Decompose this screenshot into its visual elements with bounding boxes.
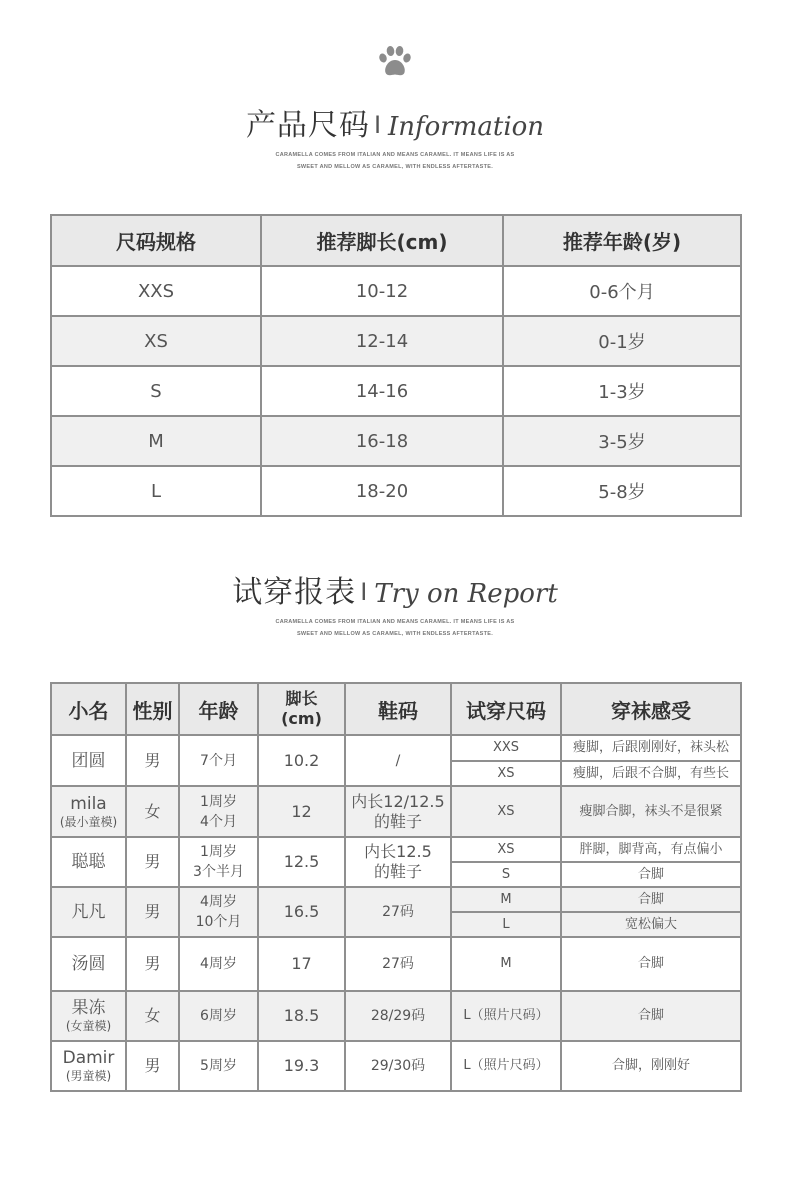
header-try-size: 试穿尺码 — [451, 683, 561, 735]
name-cell — [51, 786, 126, 837]
size-table — [50, 214, 742, 517]
shoe-line-2: 的鞋子 — [373, 862, 422, 881]
header-name: 小名 — [51, 683, 126, 735]
name-cell — [51, 887, 126, 937]
child-name: 团圆 — [71, 750, 106, 771]
age-cell — [179, 786, 258, 837]
title-separator: I — [360, 578, 369, 606]
foot-length-cell: 12 — [258, 786, 345, 837]
header-sex: 性别 — [126, 683, 179, 735]
try-size-cell: L — [451, 912, 561, 937]
age-cell: 5周岁 — [179, 1041, 258, 1091]
foot-length-cell: 19.3 — [258, 1041, 345, 1091]
sex-cell: 男 — [126, 735, 179, 786]
try-size-cell: XS — [451, 761, 561, 786]
shoe-size-cell — [345, 837, 451, 887]
header-foot-length-unit: (cm) — [281, 709, 322, 728]
shoe-size-cell: 27码 — [345, 937, 451, 991]
name-cell — [51, 1041, 126, 1091]
table-row — [51, 991, 741, 1041]
size-table-header — [51, 215, 741, 266]
foot-length-cell: 10-12 — [261, 266, 503, 316]
paw-icon — [377, 44, 413, 80]
feedback-cell: 胖脚，脚背高，有点偏小 — [561, 837, 741, 862]
subtitle-line-2: SWEET AND MELLOW AS CARAMEL, WITH ENDLESS AFTERTASTE. — [296, 164, 494, 170]
shoe-line-1: 内长12.5 — [364, 842, 432, 861]
feedback-cell: 瘦脚，后跟不合脚，有些长 — [561, 761, 741, 786]
feedback-cell: 合脚 — [561, 887, 741, 912]
age-line-1: 1周岁 — [200, 793, 237, 810]
age-line-1: 1周岁 — [200, 844, 237, 860]
foot-length-cell: 17 — [258, 937, 345, 991]
title-en: Try on Report — [374, 579, 558, 609]
section-title-information — [0, 100, 790, 144]
age-cell: 1-3岁 — [503, 366, 741, 416]
child-name-note: (最小童模) — [59, 814, 118, 829]
try-size-cell: M — [451, 887, 561, 912]
age-cell — [179, 887, 258, 937]
header-size: 尺码规格 — [51, 215, 261, 266]
table-row — [51, 366, 741, 416]
header-foot-length: 推荐脚长(cm) — [261, 215, 503, 266]
age-line-2: 10个月 — [195, 914, 242, 930]
try-size-cell: XXS — [451, 735, 561, 761]
foot-length-cell: 18.5 — [258, 991, 345, 1041]
feedback-cell: 瘦脚合脚，袜头不是很紧 — [561, 786, 741, 837]
feedback-cell: 合脚 — [561, 937, 741, 991]
age-cell: 4周岁 — [179, 937, 258, 991]
foot-length-cell: 16-18 — [261, 416, 503, 466]
age-cell: 5-8岁 — [503, 466, 741, 516]
age-cell: 0-1岁 — [503, 316, 741, 366]
child-name-note: (男童模) — [65, 1069, 112, 1083]
title-en: Information — [388, 112, 545, 142]
size-cell: XS — [51, 316, 261, 366]
title-separator: I — [373, 111, 383, 139]
header-shoe-size: 鞋码 — [345, 683, 451, 735]
foot-length-cell: 12-14 — [261, 316, 503, 366]
age-cell — [179, 837, 258, 887]
subtitle-line-1: CARAMELLA COMES FROM ITALIAN AND MEANS CARAMEL. IT MEANS LIFE IS AS — [275, 619, 515, 625]
shoe-line-1: 内长12/12.5 — [351, 791, 445, 811]
table-row — [51, 937, 741, 991]
sex-cell: 男 — [126, 1041, 179, 1091]
shoe-size-cell: 27码 — [345, 887, 451, 937]
age-cell: 0-6个月 — [503, 266, 741, 316]
feedback-cell: 合脚 — [561, 991, 741, 1041]
shoe-size-cell — [345, 786, 451, 837]
section-title-try-on-report — [0, 567, 790, 611]
foot-length-cell: 12.5 — [258, 837, 345, 887]
name-cell — [51, 837, 126, 887]
name-cell — [51, 991, 126, 1041]
try-size-cell: M — [451, 937, 561, 991]
age-line-2: 3个半月 — [193, 864, 244, 880]
title-cn: 试穿报表 — [232, 575, 357, 610]
table-row — [51, 837, 741, 862]
header-foot-length-label: 脚长 — [285, 689, 318, 708]
age-cell: 3-5岁 — [503, 416, 741, 466]
shoe-line-2: 的鞋子 — [373, 811, 422, 831]
sex-cell: 女 — [126, 786, 179, 837]
report-table-header — [51, 683, 741, 735]
shoe-size-cell: 29/30码 — [345, 1041, 451, 1091]
foot-length-cell: 16.5 — [258, 887, 345, 937]
foot-length-cell: 10.2 — [258, 735, 345, 786]
table-row — [51, 266, 741, 316]
sex-cell: 男 — [126, 837, 179, 887]
table-row — [51, 786, 741, 837]
try-size-cell: L（照片尺码） — [451, 1041, 561, 1091]
size-cell: M — [51, 416, 261, 466]
child-name: 凡凡 — [71, 902, 106, 922]
title-cn: 产品尺码 — [245, 108, 370, 143]
header-age: 推荐年龄(岁) — [503, 215, 741, 266]
foot-length-cell: 14-16 — [261, 366, 503, 416]
child-name: Damir — [62, 1048, 115, 1068]
sex-cell: 男 — [126, 937, 179, 991]
child-name: mila — [70, 793, 107, 814]
age-cell: 7个月 — [179, 735, 258, 786]
sex-cell: 男 — [126, 887, 179, 937]
section-subtitle — [0, 149, 790, 173]
table-row — [51, 466, 741, 516]
subtitle-line-2: SWEET AND MELLOW AS CARAMEL, WITH ENDLESS AFTERTASTE. — [296, 631, 494, 637]
table-row — [51, 887, 741, 912]
header-feedback: 穿袜感受 — [561, 683, 741, 735]
try-on-report-table — [50, 682, 742, 1092]
header-age: 年龄 — [179, 683, 258, 735]
try-size-cell: XS — [451, 837, 561, 862]
try-size-cell: S — [451, 862, 561, 887]
feedback-cell: 合脚，刚刚好 — [561, 1041, 741, 1091]
table-row — [51, 316, 741, 366]
table-row — [51, 735, 741, 761]
feedback-cell: 宽松偏大 — [561, 912, 741, 937]
child-name: 果冻 — [71, 998, 106, 1018]
size-cell: S — [51, 366, 261, 416]
try-size-cell: L（照片尺码） — [451, 991, 561, 1041]
feedback-cell: 瘦脚，后跟刚刚好，袜头松 — [561, 735, 741, 761]
table-row — [51, 1041, 741, 1091]
child-name-note: (女童模) — [65, 1019, 112, 1033]
name-cell — [51, 937, 126, 991]
size-cell: L — [51, 466, 261, 516]
size-cell: XXS — [51, 266, 261, 316]
age-line-2: 4个月 — [200, 813, 237, 830]
shoe-size-cell: / — [345, 735, 451, 786]
age-cell: 6周岁 — [179, 991, 258, 1041]
try-size-cell: XS — [451, 786, 561, 837]
name-cell — [51, 735, 126, 786]
feedback-cell: 合脚 — [561, 862, 741, 887]
sex-cell: 女 — [126, 991, 179, 1041]
subtitle-line-1: CARAMELLA COMES FROM ITALIAN AND MEANS CARAMEL. IT MEANS LIFE IS AS — [275, 152, 515, 158]
age-line-1: 4周岁 — [200, 894, 237, 910]
foot-length-cell: 18-20 — [261, 466, 503, 516]
header-foot-length — [258, 683, 345, 735]
shoe-size-cell: 28/29码 — [345, 991, 451, 1041]
table-row — [51, 416, 741, 466]
child-name: 汤圆 — [71, 954, 106, 974]
section-subtitle — [0, 616, 790, 640]
child-name: 聪聪 — [71, 852, 106, 872]
